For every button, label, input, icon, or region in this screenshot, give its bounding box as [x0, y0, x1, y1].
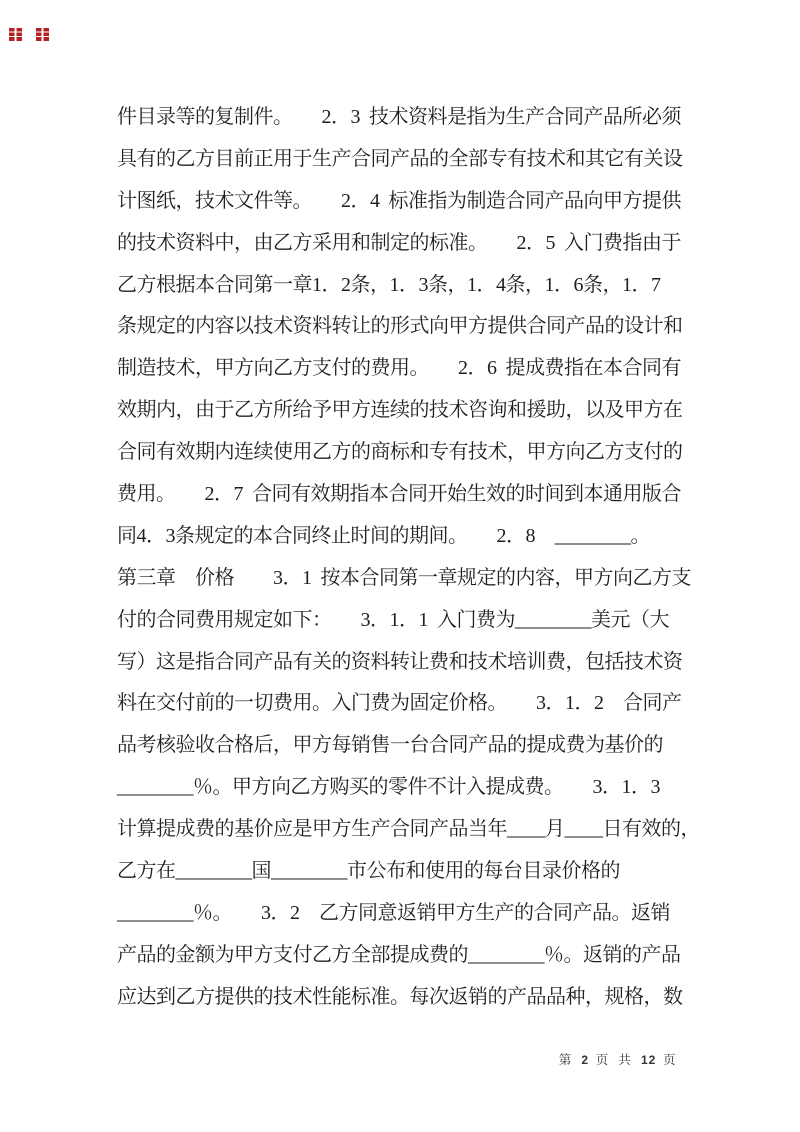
text-line: 条规定的内容以技术资料转让的形式向甲方提供合同产品的设计和 — [117, 315, 683, 338]
text-line: 写）这是指合同产品有关的资料转让费和技术培训费，包括技术资 — [117, 650, 683, 673]
text-line: 乙方根据本合同第一章1．2条，1．3条，1．4条，1．6条，1．7 — [117, 273, 661, 296]
text-line: 料在交付前的一切费用。入门费为固定价格。 3．1．2 合同产 — [117, 692, 682, 715]
watermark-marks — [9, 28, 49, 41]
text-line: 合同有效期内连续使用乙方的商标和专有技术，甲方向乙方支付的 — [117, 441, 683, 464]
total-page-number: 12 — [641, 1053, 657, 1067]
text-line: 计算提成费的基价应是甲方生产合同产品当年____月____日有效的， — [117, 818, 700, 841]
text-line: 乙方在________国________市公布和使用的每台目录价格的 — [117, 860, 620, 883]
footer-suffix: 页 — [656, 1053, 679, 1067]
text-line: 品考核验收合格后，甲方每销售一台合同产品的提成费为基价的 — [117, 734, 663, 757]
text-line: 应达到乙方提供的技术性能标准。每次返销的产品品种，规格，数 — [117, 985, 683, 1008]
text-line: 件目录等的复制件。 2．3 技术资料是指为生产合同产品所必须 — [117, 106, 681, 128]
red-stamp-icon — [36, 28, 49, 41]
text-line: 同4．3条规定的本合同终止时间的期间。 2．8 ________。 — [117, 524, 650, 547]
red-stamp-icon — [9, 28, 22, 41]
text-line: 第三章 价格 3．1 按本合同第一章规定的内容，甲方向乙方支 — [117, 566, 691, 589]
text-line: 费用。 2．7 合同有效期指本合同开始生效的时间到本通用版合 — [117, 483, 681, 506]
footer-total-label: 共 — [618, 1053, 641, 1067]
text-line: 效期内，由于乙方所给予甲方连续的技术咨询和援助，以及甲方在 — [117, 399, 683, 422]
footer-prefix: 第 — [558, 1053, 582, 1067]
text-line: 的技术资料中，由乙方采用和制定的标准。 2．5 入门费指由于 — [117, 231, 681, 254]
current-page-number: 2 — [581, 1053, 590, 1067]
text-line: ________％。甲方向乙方购买的零件不计入提成费。 3．1．3 — [117, 776, 660, 799]
text-line: 产品的金额为甲方支付乙方全部提成费的________％。返销的产品 — [117, 943, 681, 966]
page-number-footer — [559, 1050, 679, 1068]
contract-body-text — [117, 97, 717, 1019]
text-line: 付的合同费用规定如下： 3．1．1 入门费为________美元（大 — [117, 608, 669, 631]
text-line: ________％。 3．2 乙方同意返销甲方生产的合同产品。返销 — [117, 901, 670, 924]
footer-page-label: 页 — [589, 1053, 619, 1067]
text-line: 制造技术，甲方向乙方支付的费用。 2．6 提成费指在本合同有 — [117, 357, 681, 380]
text-line: 计图纸，技术文件等。 2．4 标准指为制造合同产品向甲方提供 — [117, 189, 681, 212]
text-line: 具有的乙方目前正用于生产合同产品的全部专有技术和其它有关设 — [117, 147, 683, 170]
